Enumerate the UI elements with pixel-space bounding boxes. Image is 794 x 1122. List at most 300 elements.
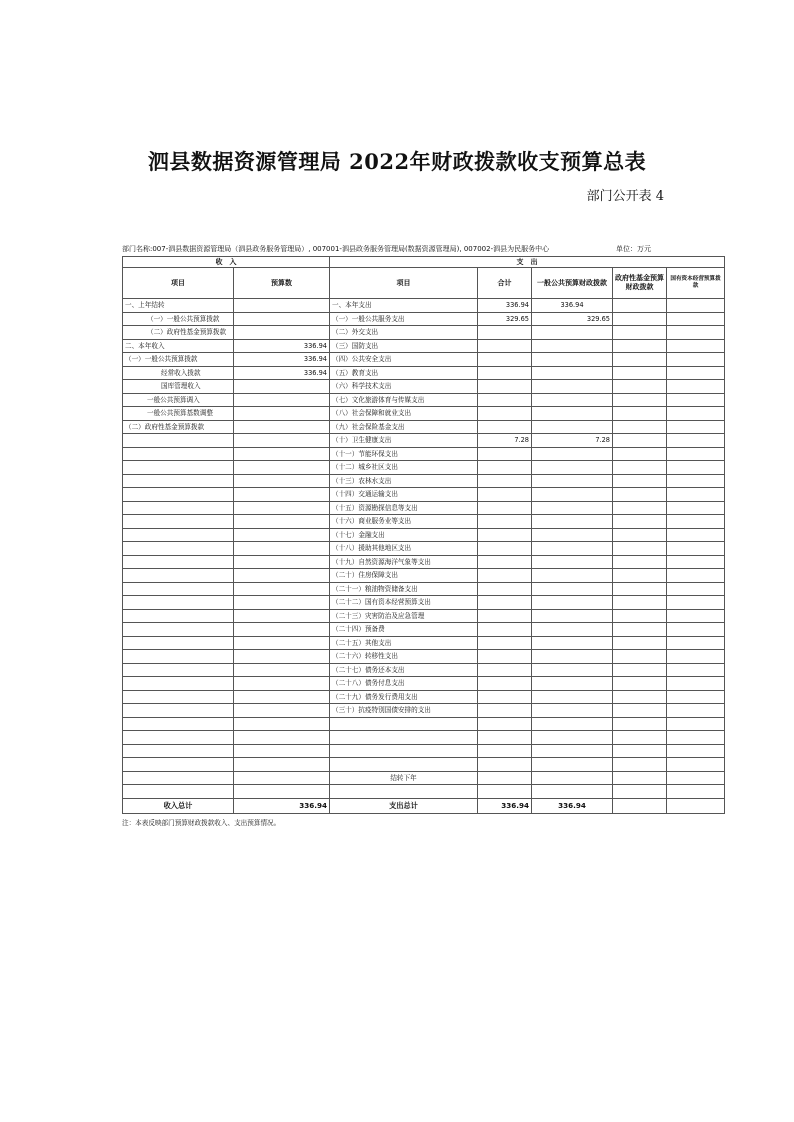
table-row — [123, 299, 725, 313]
expense-total — [478, 528, 532, 542]
expense-state-capital — [667, 569, 725, 583]
income-budget-value — [234, 758, 330, 772]
expense-total — [478, 488, 532, 502]
table-row — [123, 636, 725, 650]
header-gov-fund: 政府性基金预算财政拨款 — [613, 268, 667, 299]
expense-general-budget — [532, 339, 613, 353]
expense-general-budget — [532, 569, 613, 583]
expense-state-capital — [667, 366, 725, 380]
expense-gov-fund — [613, 326, 667, 340]
expense-general-budget — [532, 420, 613, 434]
table-row — [123, 312, 725, 326]
table-row — [123, 690, 725, 704]
expense-item: （七）文化旅游体育与传媒支出 — [330, 393, 478, 407]
expense-total — [478, 717, 532, 731]
income-budget-value: 336.94 — [234, 339, 330, 353]
expense-state-capital — [667, 461, 725, 475]
expense-total — [478, 623, 532, 637]
table-row — [123, 434, 725, 448]
income-item — [123, 569, 234, 583]
expense-item: （二十六）转移性支出 — [330, 650, 478, 664]
expense-total — [478, 731, 532, 745]
expense-general-budget — [532, 461, 613, 475]
expense-gov-fund — [613, 299, 667, 313]
income-budget-value — [234, 312, 330, 326]
table-row — [123, 542, 725, 556]
expense-state-capital — [667, 420, 725, 434]
expense-gov-fund — [613, 420, 667, 434]
expense-item: （二十三）灾害防治及应急管理 — [330, 609, 478, 623]
expense-item: 一、本年支出 — [330, 299, 478, 313]
header-general-budget: 一般公共预算财政拨款 — [532, 268, 613, 299]
income-item — [123, 663, 234, 677]
expense-gov-fund — [613, 474, 667, 488]
sheet-meta — [122, 243, 698, 256]
expense-gov-fund — [613, 380, 667, 394]
income-budget-value — [234, 407, 330, 421]
expense-general-budget — [532, 542, 613, 556]
expense-item: （二十七）债务还本支出 — [330, 663, 478, 677]
income-budget-value — [234, 650, 330, 664]
expense-gov-fund — [613, 663, 667, 677]
expense-total — [478, 704, 532, 718]
expense-state-capital — [667, 744, 725, 758]
income-item: （二）政府性基金预算拨款 — [123, 420, 234, 434]
expense-gov-fund — [613, 515, 667, 529]
empty-cell — [532, 771, 613, 785]
expense-general-budget — [532, 609, 613, 623]
expense-total: 7.28 — [478, 434, 532, 448]
table-row — [123, 407, 725, 421]
expense-gov-fund — [613, 636, 667, 650]
empty-cell — [613, 771, 667, 785]
income-item: （一）一般公共预算拨款 — [123, 353, 234, 367]
expense-item: （二十四）预备费 — [330, 623, 478, 637]
expense-gov-fund — [613, 704, 667, 718]
income-item — [123, 434, 234, 448]
income-budget-value — [234, 434, 330, 448]
expense-general-budget — [532, 380, 613, 394]
table-row — [123, 717, 725, 731]
table-row — [123, 650, 725, 664]
income-budget-value — [234, 569, 330, 583]
expense-state-capital — [667, 731, 725, 745]
expense-state-capital — [667, 596, 725, 610]
table-row — [123, 515, 725, 529]
table-row — [123, 474, 725, 488]
table-row — [123, 326, 725, 340]
income-budget-value — [234, 609, 330, 623]
expense-gov-fund — [613, 650, 667, 664]
expense-general-budget — [532, 717, 613, 731]
expense-state-capital — [667, 758, 725, 772]
table-row — [123, 393, 725, 407]
expense-total-value: 336.94 — [478, 798, 532, 813]
income-item — [123, 609, 234, 623]
expense-gov-fund — [613, 596, 667, 610]
table-row — [123, 488, 725, 502]
expense-state-capital — [667, 690, 725, 704]
expense-total — [478, 650, 532, 664]
table-row — [123, 380, 725, 394]
expense-general-budget — [532, 758, 613, 772]
expense-total — [478, 569, 532, 583]
expense-state-capital — [667, 515, 725, 529]
income-item — [123, 461, 234, 475]
expense-item — [330, 758, 478, 772]
table-row — [123, 366, 725, 380]
expense-gov-fund — [613, 488, 667, 502]
expense-gov-fund — [613, 447, 667, 461]
expense-general-budget — [532, 528, 613, 542]
expense-total — [478, 663, 532, 677]
income-item — [123, 501, 234, 515]
table-row — [123, 569, 725, 583]
income-budget-value — [234, 704, 330, 718]
department-info: 部门名称:007-泗县数据资源管理局（泗县政务服务管理局）, 007001-泗县政务服务管理局(数据资源管理局), 007002-泗县为民服务中心 — [122, 245, 550, 253]
income-item — [123, 731, 234, 745]
table-row — [123, 420, 725, 434]
table-row — [123, 339, 725, 353]
expense-general-budget — [532, 555, 613, 569]
income-budget-value — [234, 542, 330, 556]
income-item — [123, 528, 234, 542]
income-budget-value — [234, 326, 330, 340]
expense-general-budget: 7.28 — [532, 434, 613, 448]
expense-general-budget — [532, 582, 613, 596]
expense-total — [478, 420, 532, 434]
expense-item — [330, 731, 478, 745]
expense-gov-fund — [613, 582, 667, 596]
table-row — [123, 758, 725, 772]
income-budget-value — [234, 717, 330, 731]
expense-state-capital — [667, 663, 725, 677]
income-budget-value — [234, 690, 330, 704]
income-item — [123, 744, 234, 758]
table-row — [123, 528, 725, 542]
expense-state-capital — [667, 704, 725, 718]
income-item — [123, 447, 234, 461]
income-budget-value — [234, 461, 330, 475]
expense-item: （十四）交通运输支出 — [330, 488, 478, 502]
expense-item: （十六）商业服务业等支出 — [330, 515, 478, 529]
income-item — [123, 596, 234, 610]
income-item: 经常收入拨款 — [123, 366, 234, 380]
expense-item: （十七）金融支出 — [330, 528, 478, 542]
expense-state-capital — [667, 326, 725, 340]
expense-state-capital — [667, 407, 725, 421]
income-item — [123, 650, 234, 664]
expense-total — [478, 555, 532, 569]
expense-general-budget — [532, 353, 613, 367]
expense-total — [478, 501, 532, 515]
expense-general-budget — [532, 501, 613, 515]
expense-state-capital — [667, 650, 725, 664]
expense-general-budget — [532, 650, 613, 664]
table-row — [123, 704, 725, 718]
expense-state-capital — [667, 609, 725, 623]
expense-total — [478, 326, 532, 340]
expense-item: （二）外交支出 — [330, 326, 478, 340]
expense-item: （十九）自然资源海洋气象等支出 — [330, 555, 478, 569]
expense-general-budget: 336.94 — [532, 299, 613, 313]
expense-item: （二十）住房保障支出 — [330, 569, 478, 583]
expense-gov-fund — [613, 407, 667, 421]
expense-total — [478, 690, 532, 704]
income-item: 一般公共预算基数调整 — [123, 407, 234, 421]
header-total: 合计 — [478, 268, 532, 299]
table-row — [123, 663, 725, 677]
expense-gov-fund — [613, 366, 667, 380]
income-budget-value — [234, 380, 330, 394]
income-budget-value — [234, 474, 330, 488]
expense-item: （三）国防支出 — [330, 339, 478, 353]
income-budget-value — [234, 582, 330, 596]
expense-total — [478, 380, 532, 394]
empty-cell — [123, 771, 234, 785]
expense-general-budget — [532, 366, 613, 380]
expense-gov-fund — [613, 339, 667, 353]
expense-total — [478, 609, 532, 623]
income-item: （一）一般公共预算拨款 — [123, 312, 234, 326]
table-row — [123, 555, 725, 569]
expense-state-capital — [667, 299, 725, 313]
expense-gov-fund — [613, 677, 667, 691]
expense-item: （四）公共安全支出 — [330, 353, 478, 367]
expense-item: （二十八）债务付息支出 — [330, 677, 478, 691]
income-budget-value — [234, 623, 330, 637]
expense-total — [478, 407, 532, 421]
expense-general-budget — [532, 515, 613, 529]
expense-item: （十五）资源勘探信息等支出 — [330, 501, 478, 515]
income-item — [123, 636, 234, 650]
expense-general-budget — [532, 744, 613, 758]
expense-total — [478, 353, 532, 367]
expense-state-capital — [667, 501, 725, 515]
empty-cell — [478, 771, 532, 785]
empty-cell — [667, 798, 725, 813]
income-item — [123, 704, 234, 718]
empty-cell — [234, 771, 330, 785]
expense-section-header: 支 出 — [330, 257, 725, 268]
income-item — [123, 488, 234, 502]
expense-item: （二十五）其他支出 — [330, 636, 478, 650]
income-item — [123, 582, 234, 596]
income-item — [123, 623, 234, 637]
expense-item: （十）卫生健康支出 — [330, 434, 478, 448]
budget-sheet — [122, 243, 721, 827]
income-budget-value — [234, 663, 330, 677]
table-row — [123, 609, 725, 623]
income-total-value: 336.94 — [234, 798, 330, 813]
expense-general-budget — [532, 488, 613, 502]
income-budget-value — [234, 488, 330, 502]
expense-state-capital — [667, 434, 725, 448]
income-item — [123, 758, 234, 772]
income-budget-value — [234, 447, 330, 461]
section-header-row — [123, 257, 725, 268]
income-budget-value — [234, 515, 330, 529]
expense-gov-fund — [613, 461, 667, 475]
expense-general-budget — [532, 407, 613, 421]
income-item: （二）政府性基金预算拨款 — [123, 326, 234, 340]
expense-general-budget — [532, 636, 613, 650]
expense-gov-fund — [613, 744, 667, 758]
expense-state-capital — [667, 542, 725, 556]
totals-row — [123, 798, 725, 813]
column-header-row — [123, 268, 725, 299]
expense-general-budget: 329.65 — [532, 312, 613, 326]
page-title: 泗县数据资源管理局 2022年财政拨款收支预算总表 — [147, 149, 647, 174]
table-row — [123, 501, 725, 515]
expense-gov-fund — [613, 528, 667, 542]
expense-general-budget — [532, 663, 613, 677]
expense-total — [478, 582, 532, 596]
empty-cell — [667, 771, 725, 785]
expense-total — [478, 339, 532, 353]
budget-table — [122, 256, 725, 814]
expense-state-capital — [667, 488, 725, 502]
expense-item: （五）教育支出 — [330, 366, 478, 380]
expense-total — [478, 542, 532, 556]
income-item — [123, 555, 234, 569]
expense-state-capital — [667, 677, 725, 691]
expense-gov-fund — [613, 569, 667, 583]
expense-state-capital — [667, 393, 725, 407]
expense-state-capital — [667, 582, 725, 596]
income-budget-value — [234, 596, 330, 610]
income-budget-value — [234, 636, 330, 650]
income-section-header: 收 入 — [123, 257, 330, 268]
expense-item: （一）一般公共服务支出 — [330, 312, 478, 326]
income-budget-value — [234, 528, 330, 542]
expense-general-budget — [532, 690, 613, 704]
expense-general-budget — [532, 677, 613, 691]
expense-total — [478, 744, 532, 758]
expense-total-general: 336.94 — [532, 798, 613, 813]
expense-item: （三十）抗疫特别国债安排的支出 — [330, 704, 478, 718]
expense-gov-fund — [613, 434, 667, 448]
income-budget-value: 336.94 — [234, 366, 330, 380]
header-state-capital: 国有资本经营预算拨款 — [667, 268, 725, 299]
expense-state-capital — [667, 312, 725, 326]
expense-item: （十三）农林水支出 — [330, 474, 478, 488]
expense-item: （六）科学技术支出 — [330, 380, 478, 394]
expense-item — [330, 744, 478, 758]
expense-total — [478, 758, 532, 772]
expense-total — [478, 596, 532, 610]
expense-gov-fund — [613, 353, 667, 367]
header-budget: 预算数 — [234, 268, 330, 299]
income-budget-value — [234, 299, 330, 313]
income-item — [123, 515, 234, 529]
expense-total-label: 支出总计 — [330, 798, 478, 813]
table-row — [123, 623, 725, 637]
spacer-row — [123, 785, 725, 799]
expense-state-capital — [667, 623, 725, 637]
expense-total — [478, 393, 532, 407]
expense-total: 329.65 — [478, 312, 532, 326]
expense-total — [478, 461, 532, 475]
expense-general-budget — [532, 596, 613, 610]
expense-gov-fund — [613, 758, 667, 772]
income-item — [123, 542, 234, 556]
header-item: 项目 — [123, 268, 234, 299]
expense-item: （二十九）债务发行费用支出 — [330, 690, 478, 704]
expense-gov-fund — [613, 731, 667, 745]
income-budget-value — [234, 420, 330, 434]
table-row — [123, 744, 725, 758]
expense-state-capital — [667, 353, 725, 367]
income-budget-value — [234, 501, 330, 515]
expense-gov-fund — [613, 623, 667, 637]
expense-general-budget — [532, 623, 613, 637]
table-row — [123, 353, 725, 367]
expense-total — [478, 677, 532, 691]
expense-gov-fund — [613, 555, 667, 569]
expense-gov-fund — [613, 312, 667, 326]
table-number: 部门公开表 4 — [586, 189, 664, 204]
expense-gov-fund — [613, 393, 667, 407]
income-budget-value — [234, 744, 330, 758]
expense-item: （二十二）国有资本经营预算支出 — [330, 596, 478, 610]
income-budget-value — [234, 731, 330, 745]
expense-state-capital — [667, 474, 725, 488]
empty-cell — [613, 798, 667, 813]
expense-state-capital — [667, 636, 725, 650]
expense-state-capital — [667, 447, 725, 461]
expense-state-capital — [667, 555, 725, 569]
income-item — [123, 677, 234, 691]
table-note: 注：本表反映部门预算财政拨款收入、支出预算情况。 — [122, 818, 281, 827]
carry-forward-label: 结转下年 — [330, 771, 478, 785]
expense-item: （九）社会保险基金支出 — [330, 420, 478, 434]
expense-total: 336.94 — [478, 299, 532, 313]
expense-state-capital — [667, 717, 725, 731]
income-item: 一、上年结转 — [123, 299, 234, 313]
income-budget-value — [234, 393, 330, 407]
income-item — [123, 717, 234, 731]
income-budget-value — [234, 555, 330, 569]
expense-state-capital — [667, 528, 725, 542]
expense-item: （十一）节能环保支出 — [330, 447, 478, 461]
expense-item: （十八）援助其他地区支出 — [330, 542, 478, 556]
income-item: 二、本年收入 — [123, 339, 234, 353]
expense-total — [478, 636, 532, 650]
expense-state-capital — [667, 339, 725, 353]
header-item2: 项目 — [330, 268, 478, 299]
expense-general-budget — [532, 326, 613, 340]
expense-total — [478, 366, 532, 380]
expense-gov-fund — [613, 542, 667, 556]
expense-total — [478, 515, 532, 529]
expense-general-budget — [532, 393, 613, 407]
income-budget-value — [234, 677, 330, 691]
income-budget-value: 336.94 — [234, 353, 330, 367]
expense-item: （八）社会保障和就业支出 — [330, 407, 478, 421]
income-item: 国库管理收入 — [123, 380, 234, 394]
carry-forward-row — [123, 771, 725, 785]
table-row — [123, 461, 725, 475]
expense-general-budget — [532, 704, 613, 718]
income-item: 一般公共预算调入 — [123, 393, 234, 407]
expense-state-capital — [667, 380, 725, 394]
expense-item: （二十一）粮油物资储备支出 — [330, 582, 478, 596]
table-row — [123, 447, 725, 461]
unit-label: 单位：万元 — [616, 245, 651, 253]
table-row — [123, 731, 725, 745]
expense-total — [478, 474, 532, 488]
